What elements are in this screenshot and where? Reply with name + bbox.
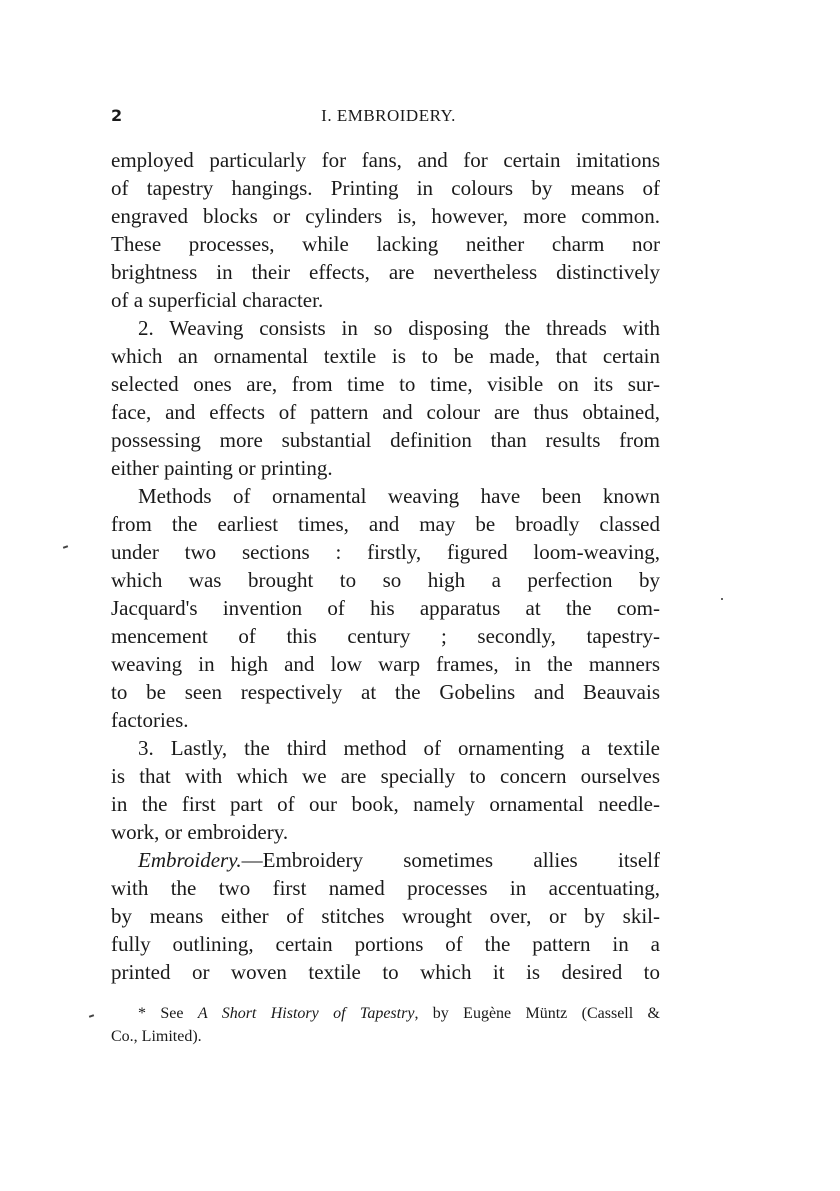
footnote-marker: * — [138, 1005, 146, 1022]
footnote-book-title: A Short History of Tapestry — [197, 1005, 415, 1022]
footnote-line: Co., Limited). — [111, 1028, 202, 1045]
text-line: employed particularly for fans, and for certain imitations — [111, 148, 660, 172]
body-text — [111, 146, 660, 986]
footnote — [111, 1002, 660, 1048]
text-line: factories. — [111, 708, 189, 732]
text-line — [111, 846, 660, 874]
text-line: printed or woven textile to which it is desired to — [111, 960, 660, 984]
text-line: fully outlining, certain portions of the pattern in a — [111, 932, 660, 956]
text-line: weaving in high and low warp frames, in the manners — [111, 652, 660, 676]
text-line: from the earliest times, and may be broadly classed — [111, 512, 660, 536]
text-line: possessing more substantial definition than results from — [111, 428, 660, 452]
text-line: selected ones are, from time to time, visible on its sur- — [111, 372, 660, 396]
text-line: Jacquard's invention of his apparatus at the com- — [111, 596, 660, 620]
text-line: Methods of ornamental weaving have been known — [138, 484, 660, 508]
section-heading-italic: Embroidery. — [138, 848, 242, 872]
margin-mark — [63, 545, 68, 549]
chapter-title: I. EMBROIDERY. — [321, 106, 456, 125]
text-line: either painting or printing. — [111, 456, 333, 480]
footnote-line — [111, 1002, 660, 1025]
running-head — [111, 104, 660, 128]
page-number: 2 — [111, 106, 123, 125]
text-line: face, and effects of pattern and colour are thus obtained, — [111, 400, 660, 424]
text-line: with the two first named processes in accentuating, — [111, 876, 660, 900]
text-line: These processes, while lacking neither charm nor — [111, 232, 660, 256]
text-line: is that with which we are specially to concern ourselves — [111, 764, 660, 788]
text-line: 3. Lastly, the third method of ornamenting a textile — [138, 736, 660, 760]
text-line: by means either of stitches wrought over, or by skil- — [111, 904, 660, 928]
text-line: work, or embroidery. — [111, 820, 289, 844]
footnote-suffix: , by Eugène Müntz (Cassell & — [414, 1005, 660, 1022]
text-line: engraved blocks or cylinders is, however, more common. — [111, 204, 660, 228]
margin-dot — [721, 598, 723, 600]
text-line: which an ornamental textile is to be made, that certain — [111, 344, 660, 368]
text-line: of tapestry hangings. Printing in colours by means of — [111, 176, 660, 200]
text-line: of a superficial character. — [111, 288, 324, 312]
text-line: 2. Weaving consists in so disposing the threads with — [138, 316, 660, 340]
text-line: under two sections : firstly, figured loom-weaving, — [111, 540, 660, 564]
text-line: brightness in their effects, are nevertheless distinctively — [111, 260, 660, 284]
footnote-prefix: See — [160, 1005, 198, 1022]
margin-mark — [89, 1014, 94, 1018]
text-line: which was brought to so high a perfection by — [111, 568, 660, 592]
text-line: to be seen respectively at the Gobelins and Beauvais — [111, 680, 660, 704]
text-line: mencement of this century ; secondly, tapestry- — [111, 624, 660, 648]
text-run: —Embroidery sometimes allies itself — [241, 848, 660, 872]
text-line: in the first part of our book, namely ornamental needle- — [111, 792, 660, 816]
